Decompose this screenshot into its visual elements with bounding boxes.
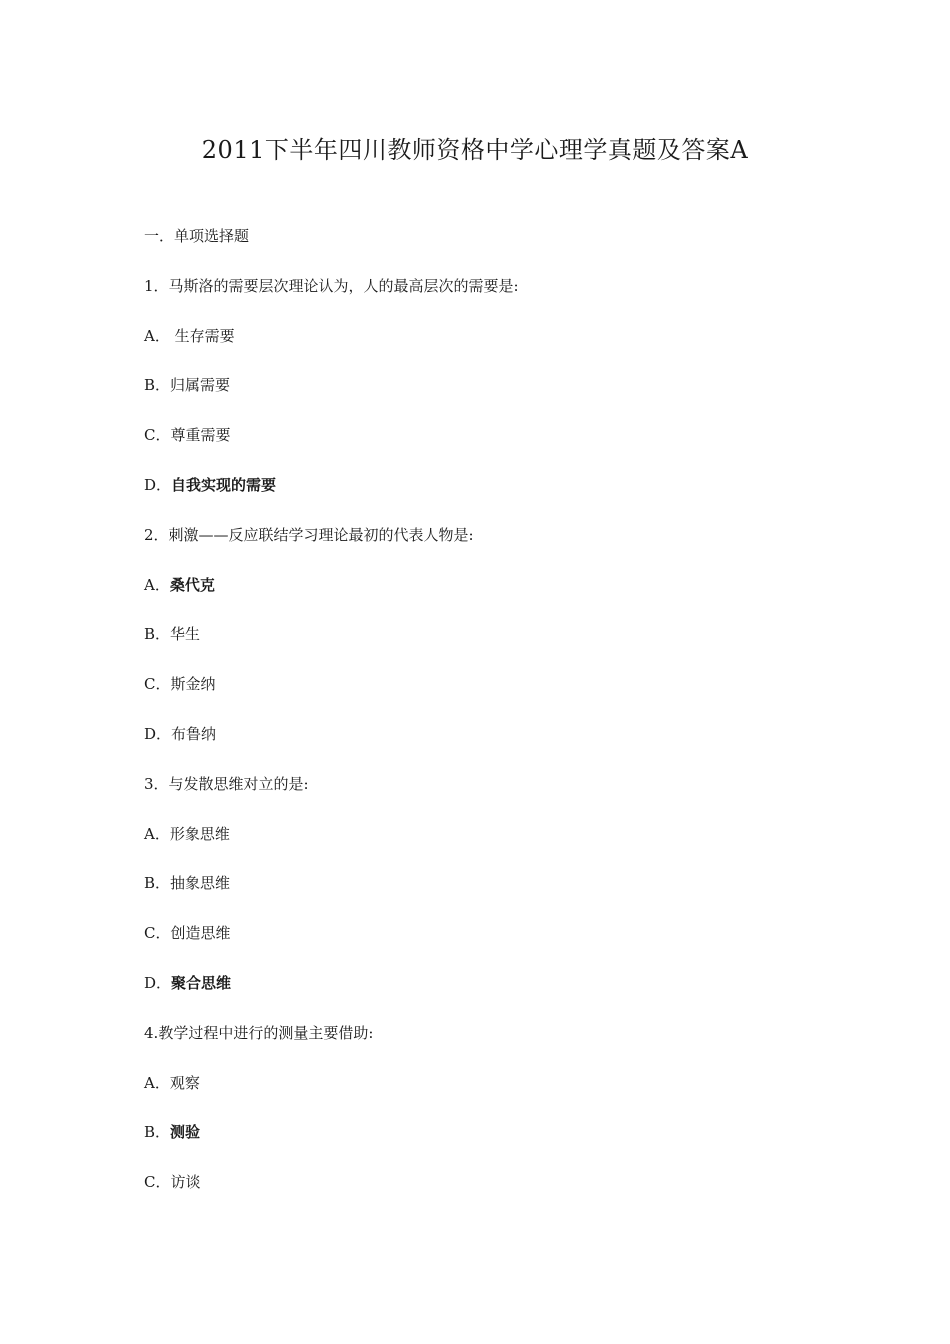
document-content <box>144 224 844 1220</box>
q2-option-a: A．桑代克 <box>144 575 215 594</box>
q1-option-b: B．归属需要 <box>144 376 231 395</box>
q1-option-a: A． 生存需要 <box>144 326 235 345</box>
q3-option-c: C．创造思维 <box>144 924 231 943</box>
q2-option-d: D．布鲁纳 <box>144 724 217 743</box>
question-3: 3．与发散思维对立的是: <box>144 774 309 793</box>
q3-option-b: B．抽象思维 <box>144 874 231 893</box>
q1-option-d: D．自我实现的需要 <box>144 475 277 494</box>
q4-option-c: C．访谈 <box>144 1173 201 1192</box>
q3-option-d: D．聚合思维 <box>144 973 232 992</box>
q3-option-a: A．形象思维 <box>144 824 230 843</box>
q4-option-a: A．观察 <box>144 1073 200 1092</box>
q4-option-b: B．测验 <box>144 1123 201 1142</box>
q2-option-b: B．华生 <box>144 625 201 644</box>
q2-option-c: C．斯金纳 <box>144 675 216 694</box>
question-1: 1．马斯洛的需要层次理论认为，人的最高层次的需要是: <box>144 276 519 295</box>
document-title: 2011下半年四川教师资格中学心理学真题及答案A <box>201 136 749 164</box>
question-2: 2．刺激——反应联结学习理论最初的代表人物是: <box>144 525 474 544</box>
section-heading: 一．单项选择题 <box>144 227 250 245</box>
q1-option-c: C．尊重需要 <box>144 426 231 445</box>
question-4: 4.教学过程中进行的测量主要借助: <box>144 1023 374 1042</box>
